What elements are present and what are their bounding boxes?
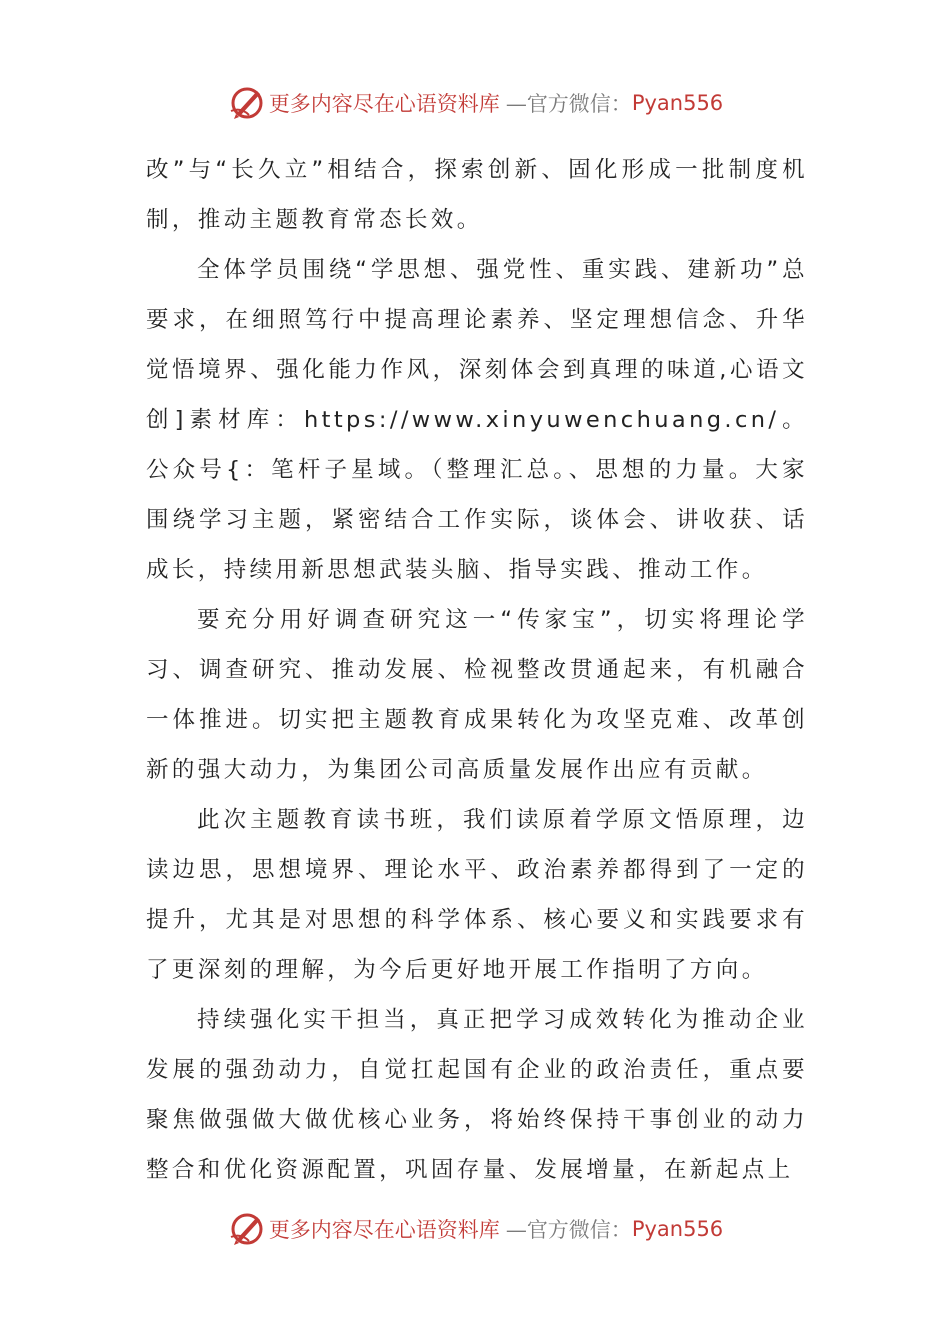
banner-official-label: —官方微信： [505,92,632,116]
pen-logo-icon [227,1209,267,1249]
paragraph-4: 此次主题教育读书班，我们读原着学原文悟原理，边读边思，思想境界、理论水平、政治素养都得到了一定的提升，尤其是对思想的科学体系、核心要义和实践要求有了更深刻的理解，为今后更好地开展工作指明了方向。 [146,807,808,983]
pen-logo-icon [227,83,267,123]
paragraph-1: 改”与“长久立”相结合，探索创新、固化形成一批制度机制，推动主题教育常态长效。 [146,157,808,233]
banner-title: 更多内容尽在心语资料库 [268,1218,500,1242]
banner-wechat-id: Pyan556 [631,1217,724,1241]
header-banner [0,80,950,126]
footer-banner [0,1206,950,1252]
banner-wechat-id: Pyan556 [631,91,724,115]
banner-official-label: —官方微信： [505,1218,632,1242]
banner-title: 更多内容尽在心语资料库 [268,92,500,116]
document-body [146,145,808,1195]
paragraph-3: 要充分用好调查研究这一“传家宝”，切实将理论学习、调查研究、推动发展、检视整改贯通起来，有机融合一体推进。切实把主题教育成果转化为攻坚克难、改革创新的强大动力，为集团公司高质量发展作出应有贡献。 [146,607,808,783]
paragraph-2: 全体学员围绕“学思想、强党性、重实践、建新功”总要求，在细照笃行中提高理论素养、坚定理想信念、升华觉悟境界、强化能力作风，深刻体会到真理的味道,心语文创]素材库：https://www.xinyuwenchuang.cn/。公众号{：笔杆子星域。（整理汇总。、思想的力量。大家围绕学习主题，紧密结合工作实际，谈体会、讲收获、话成长，持续用新思想武装头脑、指导实践、推动工作。 [146,257,808,583]
paragraph-5: 持续强化实干担当，真正把学习成效转化为推动企业发展的强劲动力，自觉扛起国有企业的政治责任，重点要聚焦做强做大做优核心业务，将始终保持干事创业的动力整合和优化资源配置，巩固存量、发展增量，在新起点上 [146,1007,808,1183]
